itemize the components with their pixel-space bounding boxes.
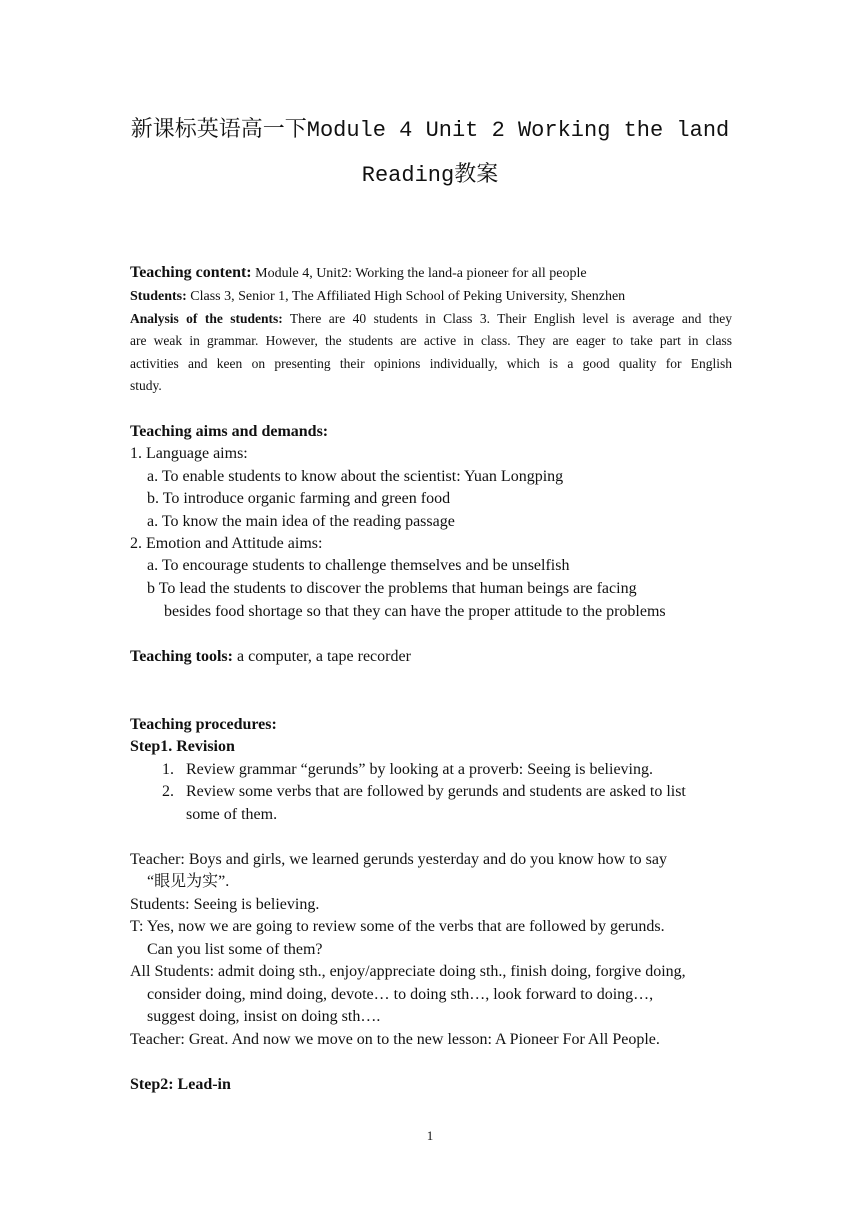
teaching-content-label: Teaching content: xyxy=(130,264,252,281)
dialogue-teacher-2-line-2: Can you list some of them? xyxy=(147,941,323,958)
teaching-content-value: Module 4, Unit2: Working the land-a pioneer for all people xyxy=(251,266,587,281)
analysis-line-3: activities and keen on presenting their opinions individually, which is a good quality for English xyxy=(130,356,732,371)
language-aim-c: a. To know the main idea of the reading passage xyxy=(147,513,455,530)
emotion-aim-b-line-1: b To lead the students to discover the problems that human beings are facing xyxy=(147,580,637,597)
aims-heading: Teaching aims and demands: xyxy=(130,423,329,440)
analysis-line-1 xyxy=(130,311,732,327)
dialogue-all-students-line-3: suggest doing, insist on doing sth…. xyxy=(147,1008,381,1025)
dialogue-teacher-3: Teacher: Great. And now we move on to the new lesson: A Pioneer For All People. xyxy=(130,1031,660,1048)
dialogue-teacher-1-line-1: Teacher: Boys and girls, we learned gerunds yesterday and do you know how to say xyxy=(130,851,667,868)
language-aim-b: b. To introduce organic farming and green food xyxy=(147,490,451,507)
teaching-tools-label: Teaching tools: xyxy=(130,648,233,665)
document-title-line-1: 新课标英语高一下Module 4 Unit 2 Working the land xyxy=(130,118,730,143)
students-value: Class 3, Senior 1, The Affiliated High School of Peking University, Shenzhen xyxy=(186,289,626,304)
language-aims: 1. Language aims: xyxy=(130,445,248,462)
step2-heading: Step2: Lead-in xyxy=(130,1076,231,1093)
step1-item-2-number: 2. xyxy=(162,783,174,800)
emotion-aim-a: a. To encourage students to challenge themselves and be unselfish xyxy=(147,557,570,574)
document-title-line-2: Reading教案 xyxy=(361,163,499,188)
dialogue-teacher-2-line-1: T: Yes, now we are going to review some of the verbs that are followed by gerunds. xyxy=(130,918,665,935)
step1-item-1: Review grammar “gerunds” by looking at a proverb: Seeing is believing. xyxy=(186,761,653,778)
teaching-tools-value: a computer, a tape recorder xyxy=(232,648,411,665)
step1-item-2-line-2: some of them. xyxy=(186,806,278,823)
teaching-content-line xyxy=(130,264,732,282)
procedures-heading: Teaching procedures: xyxy=(130,716,277,733)
dialogue-all-students-line-1: All Students: admit doing sth., enjoy/appreciate doing sth., finish doing, forgive doing, xyxy=(130,963,686,980)
dialogue-all-students-line-2: consider doing, mind doing, devote… to doing sth…, look forward to doing…, xyxy=(147,986,654,1003)
analysis-text-1: There are 40 students in Class 3. Their English level is average and they xyxy=(282,311,732,326)
step1-heading: Step1. Revision xyxy=(130,738,235,755)
analysis-line-4: study. xyxy=(130,378,162,393)
analysis-label: Analysis of the students: xyxy=(130,311,283,326)
emotion-aim-b-line-2: besides food shortage so that they can have the proper attitude to the problems xyxy=(164,603,666,620)
analysis-line-2: are weak in grammar. However, the students are active in class. They are eager to take part in class xyxy=(130,333,732,348)
language-aim-a: a. To enable students to know about the scientist: Yuan Longping xyxy=(147,468,564,485)
students-label: Students: xyxy=(130,289,187,304)
step1-item-2-line-1: Review some verbs that are followed by gerunds and students are asked to list xyxy=(186,783,686,800)
teaching-tools-line xyxy=(130,648,732,666)
page-number: 1 xyxy=(426,1128,434,1143)
emotion-aims: 2. Emotion and Attitude aims: xyxy=(130,535,323,552)
step1-item-1-number: 1. xyxy=(162,761,174,778)
dialogue-teacher-1-line-2: “眼见为实”. xyxy=(147,873,230,890)
dialogue-students-1: Students: Seeing is believing. xyxy=(130,896,320,913)
students-line xyxy=(130,289,732,305)
